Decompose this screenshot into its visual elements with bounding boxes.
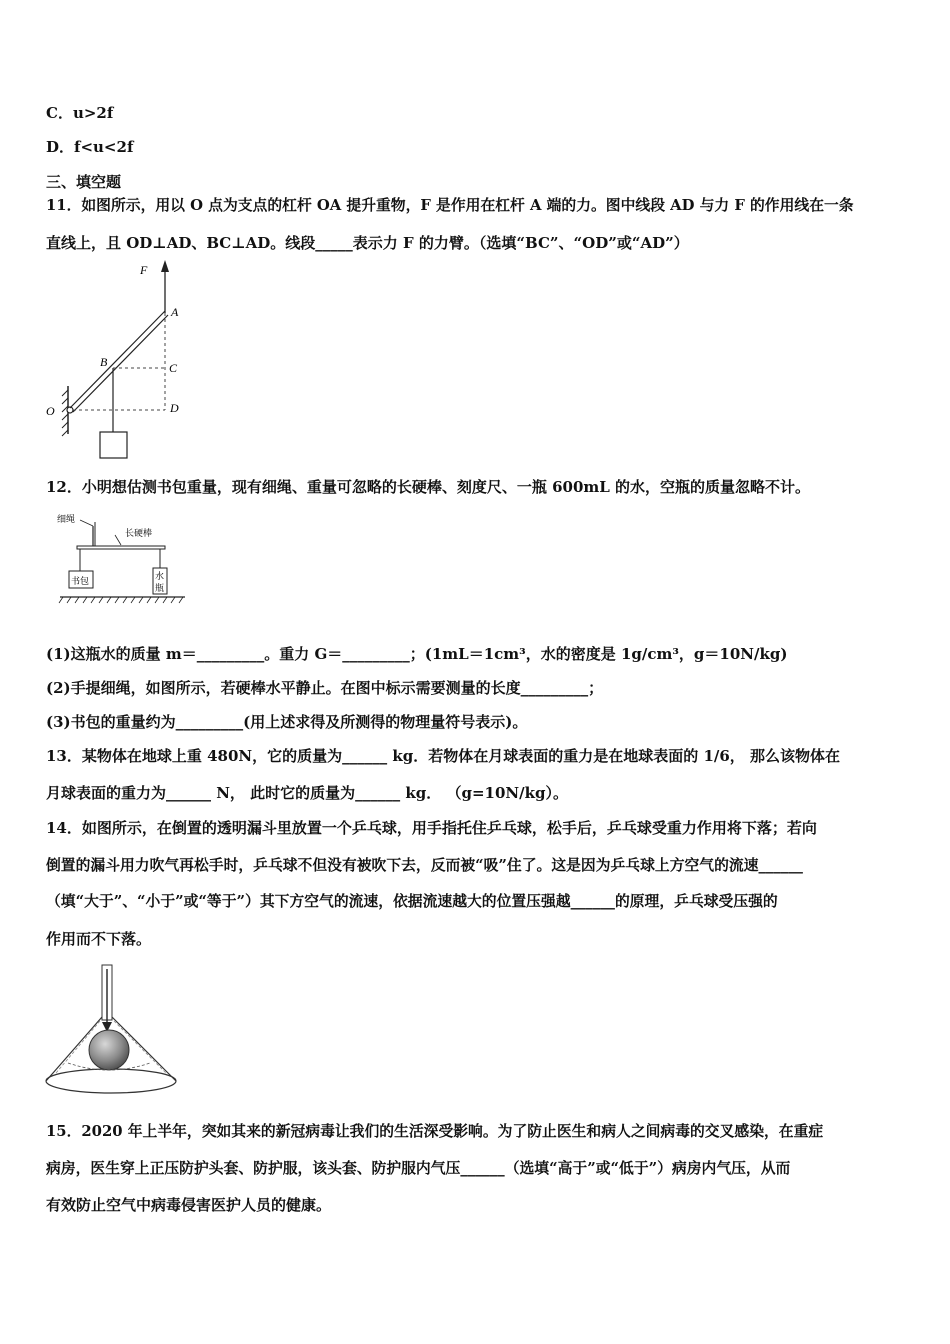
q14-text-line2: 倒置的漏斗用力吹气再松手时，乒乓球不但没有被吹下去，反而被“吸”住了。这是因为乒乓球上方空气的流速______	[46, 857, 803, 874]
q12-label-bottle-1: 水	[155, 571, 165, 581]
option-c: C．u>2f	[46, 104, 114, 122]
q11-label-c: C	[169, 361, 178, 375]
q12-rod-figure	[55, 508, 195, 608]
q11-text-line1: 11．如图所示，用以 O 点为支点的杠杆 OA 提升重物，F 是作用在杠杆 A 端的力。图中线段 AD 与力 F 的作用线在一条	[46, 197, 854, 214]
q11-label-b: B	[100, 355, 108, 369]
q11-lever-figure	[40, 258, 200, 463]
option-d: D．f<u<2f	[46, 138, 134, 156]
q12-label-bag: 书包	[71, 576, 90, 586]
q14-text-line4: 作用而不下落。	[46, 930, 152, 948]
q12-label-rope: 细绳	[57, 514, 76, 524]
q14-text-line1: 14．如图所示，在倒置的透明漏斗里放置一个乒乓球，用手指托住乒乓球，松手后，乒乓球受重力作用将下落；若向	[46, 819, 817, 837]
q13-text-line1: 13．某物体在地球上重 480N，它的质量为______ kg．若物体在月球表面的重力是在地球表面的 1/6， 那么该物体在	[46, 747, 841, 765]
q12-label-rod: 长硬棒	[125, 528, 153, 538]
q12-sub3: (3)书包的重量约为_________(用上述求得及所测得的物理量符号表示)。	[46, 713, 528, 731]
q15-text-line2: 病房，医生穿上正压防护头套、防护服，该头套、防护服内气压______（选填“高于”或“低于”）病房内气压，从而	[46, 1160, 791, 1177]
q15-text-line1: 15．2020 年上半年，突如其来的新冠病毒让我们的生活深受影响。为了防止医生和病人之间病毒的交叉感染，在重症	[46, 1123, 824, 1140]
q15-text-line3: 有效防止空气中病毒侵害医护人员的健康。	[46, 1196, 332, 1214]
section-title: 三、填空题	[46, 173, 122, 191]
q12-text-line1: 12．小明想估测书包重量，现有细绳、重量可忽略的长硬棒、刻度尺、一瓶 600mL 的水，空瓶的质量忽略不计。	[46, 478, 811, 496]
q14-funnel-figure	[40, 955, 190, 1100]
q11-label-o: O	[46, 404, 55, 418]
q11-text-line2: 直线上，且 OD⊥AD、BC⊥AD。线段_____表示力 F 的力臂。（选填“BC”、“OD”或“AD”）	[46, 234, 689, 252]
q11-label-a: A	[171, 305, 179, 319]
q14-text-line3: （填“大于”、“小于”或“等于”）其下方空气的流速，依据流速越大的位置压强越______的原理，乒乓球受压强的	[46, 893, 778, 910]
q13-text-line2: 月球表面的重力为______ N， 此时它的质量为______ kg． （g=10N/kg）。	[46, 784, 568, 802]
q11-label-f: F	[140, 263, 148, 277]
q11-label-d: D	[170, 401, 179, 415]
q12-sub2: (2)手提细绳，如图所示，若硬棒水平静止。在图中标示需要测量的长度_________；	[46, 679, 604, 697]
q12-sub1: (1)这瓶水的质量 m＝_________。重力 G＝_________；(1mL＝1cm³，水的密度是 1g/cm³，g＝10N/kg)	[46, 645, 788, 663]
q12-label-bottle-2: 瓶	[155, 583, 165, 593]
